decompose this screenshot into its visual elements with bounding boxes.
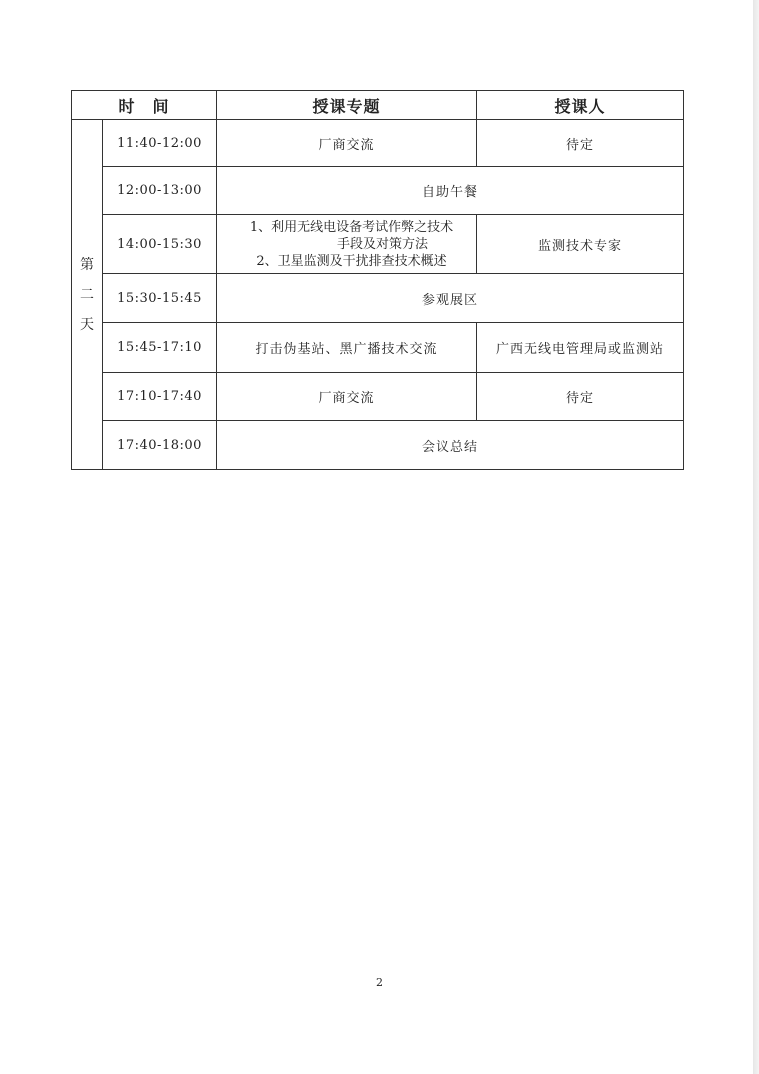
row-topic: 厂商交流 bbox=[217, 120, 477, 167]
schedule-table bbox=[71, 90, 684, 470]
table-row bbox=[72, 274, 684, 323]
table-row bbox=[72, 421, 684, 470]
table-row bbox=[72, 323, 684, 373]
row-time: 17:10-17:40 bbox=[103, 373, 217, 421]
topic-line: 2、卫星监测及干扰排查技术概述 bbox=[256, 253, 447, 269]
row-lecturer: 监测技术专家 bbox=[477, 215, 684, 274]
row-topic: 会议总结 bbox=[217, 421, 684, 470]
row-topic-multiline bbox=[217, 215, 477, 274]
header-time: 时 间 bbox=[72, 91, 217, 120]
page-number: 2 bbox=[376, 976, 383, 989]
day-label: 第 二 天 bbox=[72, 120, 103, 470]
topic-line: 手段及对策方法 bbox=[337, 236, 429, 252]
row-time: 15:45-17:10 bbox=[103, 323, 217, 373]
row-topic: 自助午餐 bbox=[217, 167, 684, 215]
header-lecturer: 授课人 bbox=[477, 91, 684, 120]
page-edge-shadow bbox=[753, 0, 759, 1074]
row-lecturer: 待定 bbox=[477, 120, 684, 167]
topic-line: 1、利用无线电设备考试作弊之技术 bbox=[249, 219, 454, 235]
table-row bbox=[72, 167, 684, 215]
row-topic: 厂商交流 bbox=[217, 373, 477, 421]
row-time: 14:00-15:30 bbox=[103, 215, 217, 274]
row-topic: 打击伪基站、黑广播技术交流 bbox=[217, 323, 477, 373]
row-time: 15:30-15:45 bbox=[103, 274, 217, 323]
row-lecturer: 广西无线电管理局或监测站 bbox=[477, 323, 684, 373]
table-row bbox=[72, 373, 684, 421]
table-header-row bbox=[72, 91, 684, 120]
row-topic: 参观展区 bbox=[217, 274, 684, 323]
header-topic: 授课专题 bbox=[217, 91, 477, 120]
row-time: 12:00-13:00 bbox=[103, 167, 217, 215]
table-row bbox=[72, 215, 684, 274]
row-time: 17:40-18:00 bbox=[103, 421, 217, 470]
table-row bbox=[72, 120, 684, 167]
row-lecturer: 待定 bbox=[477, 373, 684, 421]
row-time: 11:40-12:00 bbox=[103, 120, 217, 167]
